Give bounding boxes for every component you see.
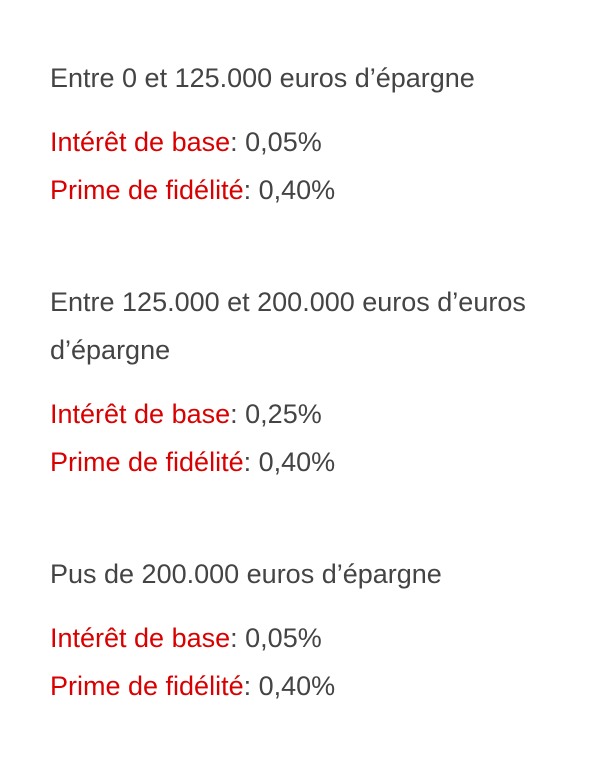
savings-tier-2	[50, 278, 590, 486]
tier-title: Pus de 200.000 euros d’épargne	[50, 559, 442, 589]
rate-list	[50, 614, 590, 710]
rate-line-loyalty-bonus	[50, 438, 590, 486]
rate-value: 0,40%	[258, 447, 336, 477]
rate-separator: :	[243, 175, 259, 205]
rate-value: 0,05%	[245, 623, 322, 653]
rate-label: Intérêt de base	[50, 399, 231, 429]
savings-tier-3	[50, 550, 590, 710]
rate-list	[50, 118, 590, 214]
rate-label: Prime de fidélité	[50, 447, 244, 477]
rate-value: 0,40%	[258, 175, 336, 205]
rate-line-base-interest	[50, 614, 590, 662]
rate-label: Intérêt de base	[50, 127, 231, 157]
rate-line-loyalty-bonus	[50, 662, 590, 710]
rate-separator: :	[230, 623, 246, 653]
rate-value: 0,40%	[258, 671, 336, 701]
rate-label: Prime de fidélité	[50, 671, 244, 701]
rate-separator: :	[230, 127, 246, 157]
rate-value: 0,05%	[245, 127, 322, 157]
tier-title: Entre 0 et 125.000 euros d’épargne	[50, 63, 475, 93]
rate-line-loyalty-bonus	[50, 166, 590, 214]
rate-separator: :	[243, 671, 259, 701]
rate-line-base-interest	[50, 118, 590, 166]
rate-label: Intérêt de base	[50, 623, 231, 653]
savings-tier-1	[50, 54, 590, 214]
rate-line-base-interest	[50, 390, 590, 438]
tier-title: Entre 125.000 et 200.000 euros d’euros d’épargne	[50, 287, 526, 365]
rate-list	[50, 390, 590, 486]
rate-separator: :	[230, 399, 246, 429]
rate-value: 0,25%	[245, 399, 322, 429]
rate-label: Prime de fidélité	[50, 175, 244, 205]
rate-separator: :	[243, 447, 259, 477]
